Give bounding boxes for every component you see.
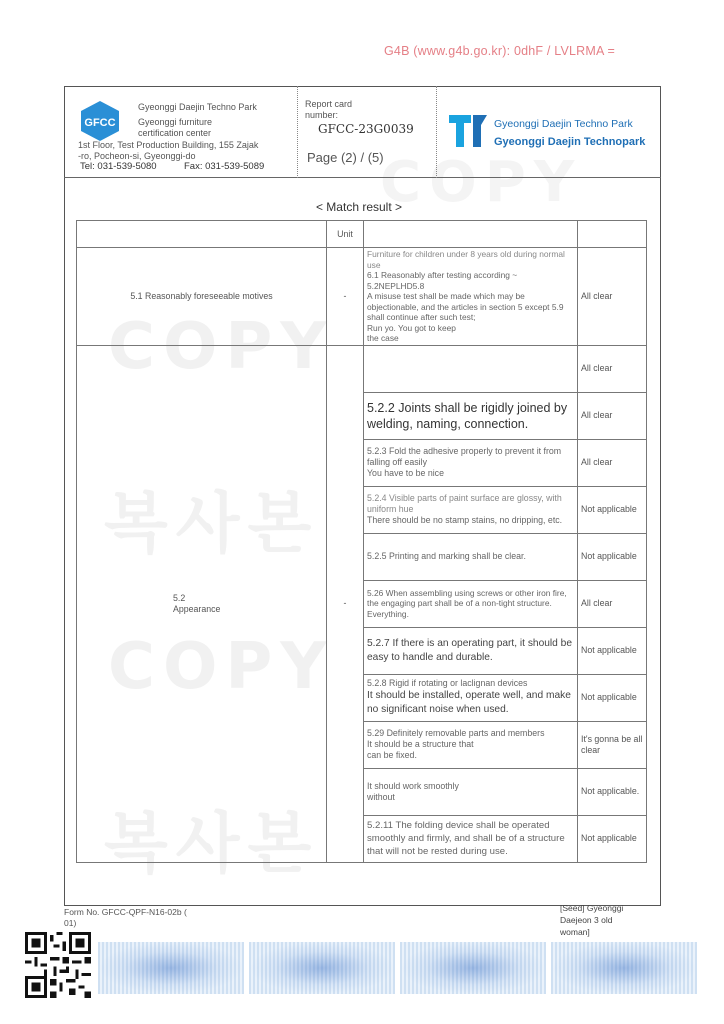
table-row: [77, 345, 647, 392]
form-number: [64, 907, 187, 929]
criteria-cell: [364, 248, 578, 346]
telephone: Tel: 031-539-5080: [80, 161, 157, 172]
watermark-korean-1: 복사본: [104, 485, 320, 562]
result-value: Not applicable: [578, 674, 647, 721]
result-value: All clear: [578, 345, 647, 392]
report-number-label-2: number:: [305, 110, 339, 120]
form-number-line-2: 01): [64, 918, 77, 928]
security-stripe: [551, 942, 697, 994]
watermark-copy-2: COPY: [108, 310, 335, 384]
seal-line-1: [Seed] Gyeonggi: [560, 903, 624, 913]
criteria-text: It should be a structure that: [367, 739, 474, 749]
criteria-text: 5.2.3 Fold the adhesive properly to prevent it from falling off easily: [367, 446, 562, 467]
seal-note: [560, 902, 640, 938]
gfcc-logo-icon: [78, 100, 122, 142]
criteria-text: 5.26 When assembling using screws or other iron fire, the engaging part shall be of a non-tight structure.: [367, 587, 567, 609]
criteria-text: 6.1 Reasonably after testing according ~ 5.2NEPLHD5.8: [367, 270, 518, 291]
security-stripe: [400, 942, 546, 994]
result-value: All clear: [578, 439, 647, 486]
criteria-cell: 5.2.7 If there is an operating part, it should be easy to handle and durable.: [364, 627, 578, 674]
criteria-text: Run yo. You got to keep: [367, 322, 456, 333]
report-number-label-1: Report card: [305, 99, 353, 109]
criteria-text: 5.29 Definitely removable parts and members: [367, 728, 545, 738]
technopark-logo-icon: [449, 113, 489, 149]
security-stripe: [249, 942, 395, 994]
org-subtitle-1: Gyeonggi furniture: [138, 117, 213, 127]
address-line-2: -ro, Pocheon-si, Gyeonggi-do: [78, 151, 196, 161]
criteria-cell: [364, 486, 578, 533]
criteria-text: without: [367, 791, 395, 802]
criteria-text: It should work smoothly: [367, 780, 459, 791]
watermark-copy-1: COPY: [380, 150, 583, 215]
criteria-cell: [364, 345, 578, 392]
org-name: Gyeonggi Daejin Techno Park: [138, 102, 257, 112]
fax: Fax: 031-539-5089: [184, 161, 265, 172]
table-header-cell: [578, 221, 647, 248]
result-value: It's gonna be all clear: [578, 721, 647, 768]
criteria-cell: 5.2.11 The folding device shall be operated smoothly and firmly, and shall be of a structure that will not be rested during use.: [364, 815, 578, 862]
unit-value: -: [327, 345, 364, 862]
criteria-text: 5.2.8 Rigid if rotating or laclignan devices: [367, 678, 528, 688]
criteria-text: It should be installed, operate well, and make no significant noise when used.: [367, 690, 571, 715]
result-value: All clear: [578, 580, 647, 627]
criteria-text: can be fixed.: [367, 750, 417, 760]
seal-line-2: Daejeon 3 old: [560, 915, 613, 925]
security-stripe: [98, 942, 244, 994]
logo-text: GFCC: [84, 117, 116, 129]
table-header-row: [77, 221, 647, 248]
criteria-text: Everything.: [367, 608, 409, 619]
header-divider: [297, 86, 298, 178]
match-result-table: [76, 220, 647, 863]
table-header-cell: [364, 221, 578, 248]
section-title: < Match result >: [315, 200, 403, 214]
result-value: Not applicable.: [578, 768, 647, 815]
criteria-cell: [364, 768, 578, 815]
criteria-cell: [364, 674, 578, 721]
watermark-copy-3: COPY: [108, 630, 335, 704]
result-value: Not applicable: [578, 533, 647, 580]
criteria-cell: [364, 580, 578, 627]
seal-line-3: woman]: [560, 927, 590, 937]
criteria-text: A misuse test shall be made which may be objectionable, and the articles in section 5 except 5.9 shall continue after such test;: [367, 291, 564, 322]
result-value: Not applicable: [578, 627, 647, 674]
criteria-cell: 5.2.2 Joints shall be rigidly joined by welding, naming, connection.: [364, 392, 578, 439]
unit-value: -: [327, 248, 364, 346]
qr-code-icon: [24, 932, 92, 998]
table-header-cell: [77, 221, 327, 248]
item-name: 5.1 Reasonably foreseeable motives: [77, 248, 327, 346]
result-value: Not applicable: [578, 815, 647, 862]
result-value: Not applicable: [578, 486, 647, 533]
brand-name-bold: Gyeonggi Daejin Technopark: [494, 136, 646, 148]
address-line-1: 1st Floor, Test Production Building, 155 Zajak: [78, 140, 259, 150]
criteria-text: There should be no stamp stains, no dripping, etc.: [367, 515, 563, 525]
header-divider: [436, 86, 437, 178]
page-indicator: Page (2) / (5): [307, 150, 384, 165]
g4b-reference-note: G4B (www.g4b.go.kr): 0dhF / LVLRMA =: [384, 44, 616, 58]
watermark-korean-2: 복사본: [104, 805, 320, 882]
report-number: GFCC-23G0039: [318, 122, 414, 136]
form-number-line-1: Form No. GFCC-QPF-N16-02b (: [64, 907, 187, 917]
criteria-text: the case: [367, 333, 399, 343]
item-name: Appearance: [173, 603, 221, 614]
criteria-text: 5.2.4 Visible parts of paint surface are glossy, with uniform hue: [367, 493, 562, 514]
result-value: All clear: [578, 392, 647, 439]
result-value: All clear: [578, 248, 647, 346]
criteria-text: You have to be nice: [367, 468, 444, 478]
org-subtitle-2: certification center: [138, 128, 212, 138]
criteria-cell: [364, 721, 578, 768]
unit-header: Unit: [327, 221, 364, 248]
criteria-cell: [364, 439, 578, 486]
criteria-cell: 5.2.5 Printing and marking shall be clear.: [364, 533, 578, 580]
table-row: [77, 248, 647, 346]
item-cell: [77, 345, 327, 862]
item-number: 5.2: [173, 592, 186, 603]
brand-name-en: Gyeonggi Daejin Techno Park: [494, 118, 633, 130]
criteria-text: Furniture for children under 8 years old during normal use: [367, 249, 565, 270]
